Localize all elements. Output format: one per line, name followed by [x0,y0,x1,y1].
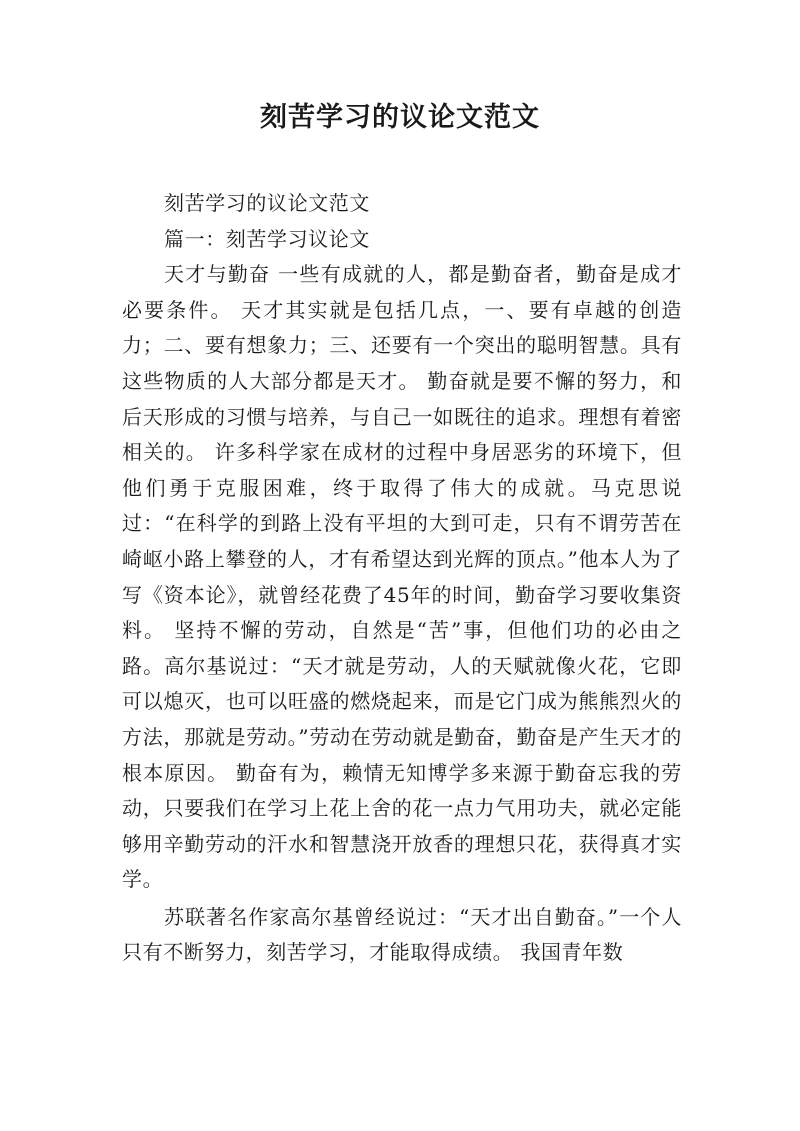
document-subtitle: 刻苦学习的议论文范文 [164,191,370,215]
body-paragraph-1: 天才与勤奋 一些有成就的人，都是勤奋者，勤奋是成才必要条件。 天才其实就是包括几点，一、要有卓越的创造力；二、要有想象力；三、还要有一个突出的聪明智慧。具有这些物质的人大部分都是天才。 勤奋就是要不懈的努力，和后天形成的习惯与培养，与自己一如既往的追求。理想有着密 相关的。 许多科学家在成材的过程中身居恶劣的环境下，但他们勇于克服困难，终于取得了伟大的成就。马克思说过：“在科学的到路上没有平坦的大到可走，只有不谓劳苦在崎岖小路上攀登的人，才有希望达到光辉的顶点。”他本人为了写《资本论》，就曾经花费了45年的时间，勤奋学习要收集资料。 坚持不懈的劳动，自然是“苦”事，但他们功的必由之路。高尔基说过：“天才就是劳动，人的天赋就像火花，它即可以熄灭，也可以旺盛的燃烧起来，而是它门成为熊熊烈火的方法，那就是劳动。”劳动在劳动就是勤奋，勤奋是产生天才的根本原因。 勤奋有为，赖情无知博学多来源于勤奋忘我的劳动，只要我们在学习上花上舍的花一点力气用功夫，就必定能够用辛勤劳动的汗水和智慧浇开放香的理想只花，获得真才实学。 [122,262,682,892]
body-paragraph-2: 苏联著名作家高尔基曾经说过：“天才出自勤奋。”一个人只有不断努力，刻苦学习，才能取得成绩。 我国青年数 [122,904,682,965]
document-body [122,186,682,971]
document-title: 刻苦学习的议论文范文 [260,102,540,133]
section-heading: 篇一：刻苦学习议论文 [164,226,370,251]
